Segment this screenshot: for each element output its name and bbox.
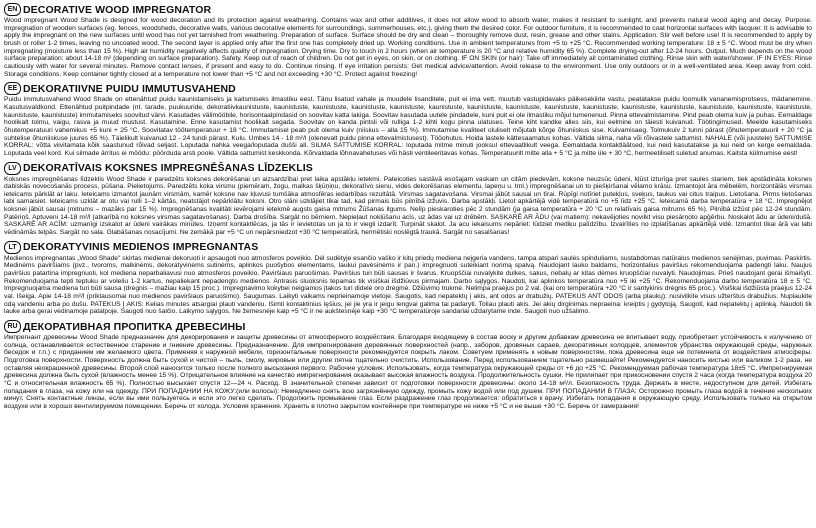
section-ee xyxy=(4,82,812,157)
section-ru xyxy=(4,320,812,411)
section-body: Импрегнант древесины Wood Shade предназначен для декорирования и защиты древесины от атмосферного воздействия. Благодаря входящему в состав воску и другим добавкам древесина не впитывает воду, приобретает устойчивость к излучению от солнца, останавливается естественное старение и гниение древесины. Предназначение. Для импрегнирования деревянных поверхностей (напр., заборов, дровяных сараев, декоративных колодцев, элементов убранства окружающей среды, наружных беседок и т.п.) с приданием им желаемого цвета. Применяя к наружной мебели, горизонтальные поверхности рекомендуется покрыть лаком. Советуем применять к новым поверхностям, пока древесина еще не потемнела от воздействия атмосферы. Подготовка поверхности. Поверхность должна быть сухой и чистой – пыль, смолу, жировые или другие пятна тщательно счистить. Использование. Перед использованием тщательно размешайте! Рекомендуется наносить кистью или валиком 1-2 раза, не оставляя неокрашенной древесины. Второй слой наносится только после полного высыхания первого. Рабочие условия. Использовать, когда температура окружающей среды от +6 до +25 °C. Рекомендуемая рабочая температура 18±5 °C. Импрегнируемая древесина должна быть сухой (влажность менее 15 %). Отрицательное влияние на качество импрегнирования оказывает высокая влажность воздуха. Продолжительность сушки. Не прилипает при прикосновении спустя 2 часа (когда температура воздуха 20 °C и относительная влажность 65 %). Полностью высыхает спустя 12—24 ч. Расход. В значительной степени зависит от подготовки поверхности древесины: около 14-18 м²/л. Безопасность труда. Держать в месте, недоступном для детей. Избегать попадания в глаза, на кожу или на одежду. ПРИ ПОПАДАНИИ НА КОЖУ:(или волосы): Немедленно снять всю загрязнённую одежду, промыть кожу водой или под душем. ПРИ ПОПАДАНИИ В ГЛАЗА: Осторожно промыть глаза водой в течение нескольких минут. Снять контактные линзы, если вы ими пользуетесь и если это легко сделать. Продолжить промывание глаз. Если раздражение глаз продолжается: обратиться к врачу. Избегать попадания в окружающую среду. Использовать только на открытом воздухе или в хорошо вентилируемом помещении. Беречь от холода. Условия хранения. Хранить в плотно закрытом контейнере при температуре не ниже +5 °C и не выше +30 °C. Беречь от замерзания! xyxy=(4,334,812,410)
section-header xyxy=(4,3,812,16)
language-code-badge: LT xyxy=(4,241,21,254)
section-body: Koksnes impregnēšanas līdzeklis Wood Shade ir paredzēts koksnes dekorēšanai un aizsardzībai pret laika apstākļu ietekmi. Pateicoties sastāvā esošajam vaskam un citām piedevām, koksne neuzsūc ūdeni, kļūst izturīga pret saules stariem, tiek apstādināta koksnes dabiskās novecošanās process, pūšana. Pielietojums. Paredzēts koka virsmu (piemēram, žogu, malkas šķūņiņu, dekoratīvo sienu, vides dekorēšanas elementu, lapeņu u. tml.) impregnēšanai un to piešķiršanai vēlamo krāsu. Izmantojot āra mēbelēm, horizontālās virsmas ieteicams pārklāt ar laku. Ieteicams izmantot jaunām virsmām, kamēr koksne nav kļuvusi tumšāka atmosfēras iedarbības rezultātā. Virsmas sagatavošana. Virsmai jābūt sausai un tīrai. Rūpīgi notīriet putekļus, sveķus, taukus vai citus traipus. Lietošana. Pirms lietošanas labi samaisiet. Ieteicams uzklāt ar otu vai rulli 1–2 kārtās, neatstājot nepārklātu koksni. Otro slāni uzklājiet tikai tad, kad pirmais būs pilnībā izžuvis. Darba apstākļi. Lietot apkārtējā vidē temperatūrā no +5 līdz +25 °C. Ieteicamā darba temperatūra + 18 °C. Impregnējot koksnei jābūt sausai (mitrums – mazāks par 15 %). Impregnēšanas kvalitāti ievērojami ietekmē augsts gaisa mitrums Žūšanas ilgums. Nelīp pieskaroties pēc 2 stundām (ja gaisa temperatūra + 20 °C un relatīvais gaisa mitrums 65 %). Pilnībā izžūst pēc 12-24 stundām. Patēriņš. Aptuveni 14-18 m²/l (atkarībā no koksnes virsmas sagatavošanas). Darba drošība. Sargāt no bērniem. Nepieļaut nokļūšanu acīs, uz ādas vai uz drēbēm. SASKARĒ AR ĀDU (vai matiem): nekavējoties novilkt visu piesārņoto apģērbu. Noskalot ādu ar ūdeni/dušā. SASKARĒ AR ACĪM: uzmanīgi izskalot ar ūdeni vairākas minūtes. Izņemt kontaktlēcas, ja tās ir ievietotas un ja to ir viegli izdarīt. Turpināt skalot. Ja acu iekaisums nepāriet: lūdziet mediķu palīdzību. Izvairīties no izplatīšanas apkārtējā vidē. Izmantot tikai ārā vai labi vēdināmās telpās. Sargāt no sala. Glabāšanas nosacījumi. Ne zemākā par +5 °C un nepārsniedzot +30 °C temperatūrā, hermētiski noslēgtā traukā. Sargāt no sasalšanas! xyxy=(4,175,812,237)
section-title: ДЕКОРАТИВНАЯ ПРОПИТКА ДРЕВЕСИНЫ xyxy=(23,320,246,333)
section-body: Puidu immutusvahend Wood Shade on ettenähtud puidu kaunistamiseks ja kaitsmiseks ilmastiku eest. Tänu lisatud vahale ja muudele lisanditele, puit ei ima vett, muutub vastupidavaks päikesekiirte vastu, peatatakse puidu loomulik vananemisprotsess, mädanemine. Kasutusvaldkond. Ettenähtud puitpindade (nt. tarade, puukuuride, dekoratiivkaunistuste, kaunistuste, kaunistuste, kaunistuste, kaunistuste, kaunistuste, kaunistuste, kaunistuste, kaunistuste, kaunistuste, kaunistuste, kaunistuste, kaunistuste, kaunistuste, kaunistuste, kaunistuste, kaunistuste) immutamiseks soovitud värvi. Kasutades välimööbile, horisontaalpindasid on soovitav katta lakiga. Soovitav kasutada uutele pindadele, kuni puit ei ole ilmastiku mõjul tumenenud. Pinna ettevalmistamine. Pind peab olema kuiv ja puhas. Eemaldage hoolikalt tolmu, vaigu, rasva ja muud mustust. Kasutamine. Enne kasutamist hoolikalt segada. Soovitav on kanda pintsli või rulliga 1-2 kihti kogu pinna ulatuses. Teine kiht kandke alles siis, kui eelmine on täiesti kuivanud. Töötingimused. Meelde kasutamiseks õhutemperatuuri vahemikus +5 kuni + 25 °C. Soovitatav töötemperatuur + 18 °C. Immutamisel peab puit olema kuiv (niiskus – alla 15 %). Immutamise kvaliteet oluliselt mõjutab kõrge õhuniiskus sise. Kuivamisaeg. Tolmukuiv 2 tunni pärast (õhutemperatuuril + 20 °C ja suhtelise õhuniiskuse juures 65 %). Täielikult kuivanud 12 - 24 tundi pärast. Kulu. Umbes 14 - 18 m²/l (olenevalt puidu pinna ettevalmistusest). Tööohutus. Hoida lastele kättesaamatus kohas. Vältida silma, naha või rõivastele sattumist. NAHALE (või juustele) SATTUMISE KORRAL: võtta viivitamata kõik saastunud rõivad seljast. Loputada nahka veega/loputada dušši all. SILMA SATTUMISE KORRAL: loputada mitme minuti jooksul ettevaatlikult veega. Eemaldada kontaktläätsed, kui neid kasutatakse ja kui neid on kerge eemaldada. Loputada veel kord. Kui silmade ärritus ei möödu: pöörduda arsti poole. Vältida sattumist keskkonda. Kõrvaldada lõhnavahetuses või hästi ventileeritavas kohas. Temperatuurilt mitte alla + 5 °C ja mitte üle + 30 °C, hermeetiliselt suletud anumas. Kaitsta külmumise eest! xyxy=(4,96,812,157)
section-body: Medienos impregnantas „Wood Shade" skirtas medienai dekoruoti ir apsaugoti nuo atmosferos poveikio. Dėl sudėtyje esančio vaško ir kitų priedų mediena neįgeria vandens, tampa atspari saulės spinduliams, sustabdomas natūralus medienos senėjimas, puvimas. Paskirtis. Medinėms paviršiams (pvz., tvoroms, malkinėms, dekoratyvinėms sutinėms, aplinkos puošybos elementams, laukui pavėsinėms ir pan.) impregnuoti suteikiant norimą spalvą. Naudojant lauko baldams, horizontalius paviršius rekomenduojama padengti laku. Naujus paviršius patartina impregnuoti, kol mediena neparbaliavusi nuo atmosferos poveikio. Paviršiaus paruošimas. Paviršius turi būti sausas ir švarus. Kruopščiai nuvalykite dulkes, sakus, riebalų ar kitas dėmes kruopščiai nuvalyti. Naudojimas. Prieš naudojant gerai išmaišyti. Rekomenduojama tepti teptuku ar voleliu 1-2 kartus, nepaliekant nepadengto medienos. Antrasis sluoksnis tepamas tik visiškai išdžiūvus pirmajam. Darbo sąlygos. Naudoti, kai aplinkos temperatūra nuo +5 iki +25 °C. Rekomenduojama darbo temperatūra 18 ± 5 °C. Impregnuojama mediena turi būti sausa (drėgnis – mažiau kaip 15 proc.). Impregnavimo kokybei neigiamos įtakos turi didelė oro drėgmė. Džiūvimo trukmė. Nelimpa praėjus po 2 val. (kai oro temperatūra +20 °C ir santykinis drėgnis 65 proc.). Visiškai išdžiūsta praėjus 12-24 val. Išeiga. Apie 14-18 m²/l (priklausomai nuo medienos paviršiaus paruošimo). Saugumas. Laikyti vaikams neprieinamoje vietoje. Saugotis, kad nepatektų į akis, ant odos ar drabužių. PATEKUS ANT ODOS (arba plaukų): nusivilkite visus užterštus drabužius. Nuplaukite odą vandeniu arba po dušu. PATEKUS Į AKIS: Kelias minutes atsargiai plauti vandeniu. Išimti kontaktinius lęšius, jei jie yra ir jeigu lengvai galima tai padaryti. Toliau plauti akis. Jei akių dirginimas nepraeina: kreiptis į gydytoją. Saugoti, kad nepatektų į aplinką. Naudoti tik lauke arba gerai vėdinamoje patalpoje. Saugoti nuo šalčio. Laikymo sąlygos. Ne žemesnėje kaip +5 °C ir ne aukštesnėje kaip +30 °C temperatūroje sandariai uždarytame inde. Saugoti nuo užšalimo. xyxy=(4,254,812,316)
label-page xyxy=(4,3,812,525)
section-title: DEKORATĪVAIS KOKSNES IMPREGNĒŠANAS LĪDZEKLIS xyxy=(23,162,313,174)
section-title: DECORATIVE WOOD IMPREGNATOR xyxy=(23,3,212,16)
section-title: DEKORATYVINIS MEDIENOS IMPREGNANTAS xyxy=(23,241,259,254)
section-header xyxy=(4,162,812,175)
section-title: DEKORATIIVNE PUIDU IMMUTUSVAHEND xyxy=(23,82,236,95)
section-lv xyxy=(4,162,812,237)
section-header xyxy=(4,241,812,254)
language-code-badge: EN xyxy=(4,3,21,16)
section-en xyxy=(4,3,812,78)
section-body: Wood impregnant Wood Shade is designed for wood decoration and its protection against weathering. Contains wax and other additives, it does not allow wood to absorb water, makes it resistant to sunlight, and prevents natural wood aging and decay. Purpose. Impregnation of wooden surfaces (eg. fences, woodsheds, decorative walls, various decorative elements for surroundings, summerhouses, etc.), giving them the desired color. For outdoor furniture, it is recommended to coat horizontal surfaces with lacquer. It is advisable to apply the impregnant on the new surfaces until wood has not yet tarnished from weathering. Preparation of surface. Surface should be dry and clean – thoroughly remove dust, resin, grease and other stains. Application. Stir well before use! It is recommended to apply by brush or roller 1-2 times, leaving no uncoated wood. The second layer is applied only after the first one has completely dried up. Working conditions. Use in ambient temperatures from +5 to +25 °C. Recommended working temperature: 18 ± 5 °C. Wood must be dry when impregnating (moisture less than 15 %). High air humidity negatively affects quality of impregnation. Drying time. Dry to touch in 2 hours (when air temperature is 20 °C and relative humidity 65 %). Complete drying-out after 12-24 hours. Output. Much depends on the wood surface preparation: about 14-18 m² (depending on surface preparation). Safety. Keep out of reach of children. Do not get in eyes, on skin, or on clothing. IF ON SKIN (or hair): Take off immediately all contaminated clothing. Rinse skin with water/shower. IF IN EYES: Rinse cautiously with water for several minutes. Remove contact lenses, if present and easy to do. Continue rinsing. If eye irritation persists: Get medical advice/attention. Avoid release to the environment. Use only outdoors or in a well-ventilated area. Keep away from cold. Storage conditions. Keep container tightly closed at a temperature not lower than +5 °C and not exceeding +30 °C. Protect against freezing! xyxy=(4,17,812,78)
language-code-badge: EE xyxy=(4,82,21,95)
section-header xyxy=(4,320,812,333)
language-code-badge: RU xyxy=(4,320,21,333)
section-header xyxy=(4,82,812,95)
language-code-badge: LV xyxy=(4,162,21,175)
section-lt xyxy=(4,241,812,316)
